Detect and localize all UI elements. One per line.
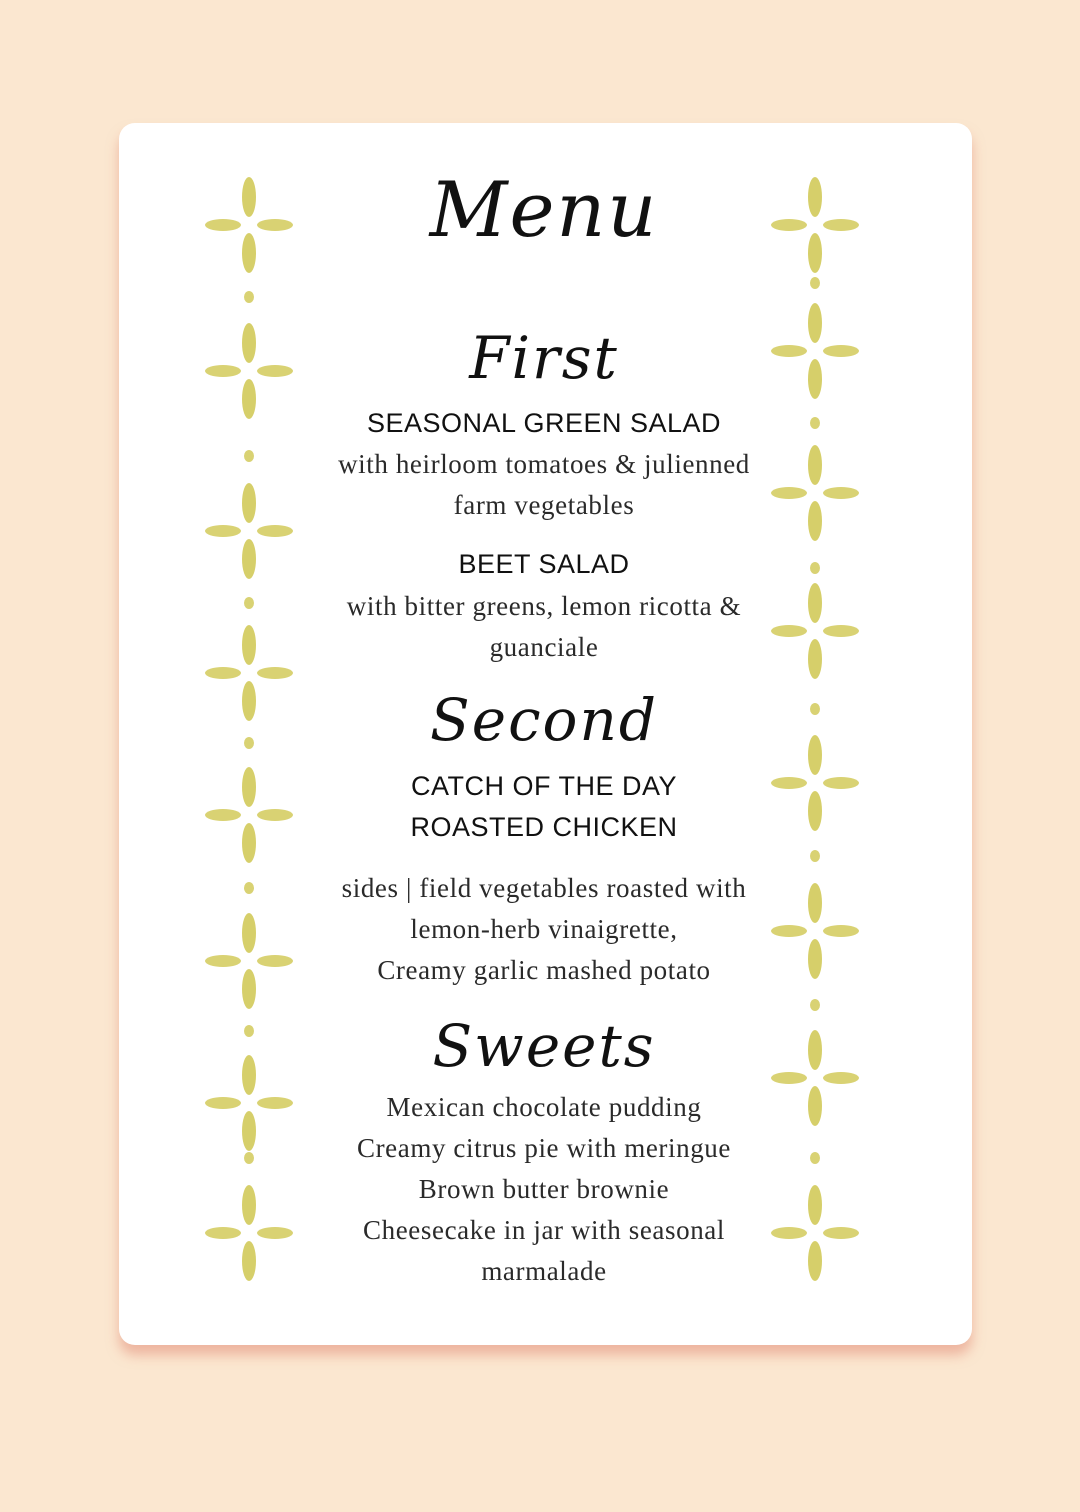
leaf-petal <box>823 925 859 937</box>
section-heading-sweets: Sweets <box>432 1012 656 1080</box>
leaf-petal <box>808 1030 822 1070</box>
leaf-petal <box>808 939 822 979</box>
leaf-petal <box>810 277 820 289</box>
leaf-petal <box>244 450 254 462</box>
dish-name: ROASTED CHICKEN <box>410 812 678 842</box>
leaf-petal <box>242 323 256 363</box>
dessert-item: Mexican chocolate pudding <box>386 1092 702 1122</box>
leaf-petal <box>257 219 293 231</box>
leaf-petal <box>808 303 822 343</box>
leaf-petal <box>808 1185 822 1225</box>
leaf-petal <box>244 291 254 303</box>
leaf-petal <box>205 809 241 821</box>
leaf-petal <box>257 809 293 821</box>
leaf-petal <box>808 1241 822 1281</box>
leaf-petal <box>823 777 859 789</box>
menu-title: Menu <box>429 165 659 254</box>
leaf-petal <box>242 767 256 807</box>
leaf-petal <box>205 525 241 537</box>
leaf-petal <box>257 365 293 377</box>
dessert-item: Cheesecake in jar with seasonal <box>363 1215 725 1245</box>
leaf-petal <box>242 625 256 665</box>
leaf-petal <box>242 1241 256 1281</box>
leaf-petal <box>242 233 256 273</box>
dish-description <box>289 444 799 526</box>
section-heading-second: Second <box>430 686 658 754</box>
dish-description <box>289 586 799 668</box>
leaf-petal <box>244 1025 254 1037</box>
main-course-list <box>289 766 799 848</box>
sides-description <box>289 868 799 991</box>
leaf-petal <box>808 233 822 273</box>
dish-name: SEASONAL GREEN SALAD <box>366 408 722 438</box>
leaf-petal <box>242 913 256 953</box>
leaf-petal <box>823 219 859 231</box>
leaf-petal <box>257 525 293 537</box>
leaf-petal <box>810 1152 820 1164</box>
leaf-petal <box>242 969 256 1009</box>
leaf-petal <box>808 359 822 399</box>
description-line: with heirloom tomatoes & julienned <box>338 449 750 479</box>
leaf-petal <box>244 597 254 609</box>
leaf-petal <box>244 882 254 894</box>
leaf-petal <box>808 791 822 831</box>
menu-card <box>119 123 972 1345</box>
description-line: lemon-herb vinaigrette, <box>410 914 678 944</box>
dessert-list <box>289 1087 799 1292</box>
leaf-petal <box>242 379 256 419</box>
leaf-petal <box>810 417 820 429</box>
leaf-petal <box>808 445 822 485</box>
leaf-petal <box>205 955 241 967</box>
leaf-petal <box>205 365 241 377</box>
leaf-petal <box>823 487 859 499</box>
leaf-petal <box>242 1055 256 1095</box>
leaf-petal <box>810 562 820 574</box>
leaf-petal <box>242 1111 256 1151</box>
leaf-petal <box>823 1227 859 1239</box>
leaf-petal <box>257 955 293 967</box>
leaf-petal <box>242 539 256 579</box>
leaf-petal <box>257 1097 293 1109</box>
leaf-petal <box>808 1086 822 1126</box>
leaf-petal <box>823 345 859 357</box>
leaf-petal <box>244 1152 254 1164</box>
leaf-petal <box>205 1097 241 1109</box>
leaf-petal <box>810 703 820 715</box>
leaf-petal <box>257 667 293 679</box>
leaf-petal <box>242 681 256 721</box>
dish-name: BEET SALAD <box>458 549 630 579</box>
dessert-item: Brown butter brownie <box>418 1174 670 1204</box>
leaf-petal <box>205 219 241 231</box>
leaf-petal <box>257 1227 293 1239</box>
leaf-petal <box>808 735 822 775</box>
leaf-petal <box>808 583 822 623</box>
description-line: farm vegetables <box>453 490 635 520</box>
dessert-item: marmalade <box>481 1256 607 1286</box>
leaf-petal <box>823 625 859 637</box>
description-line: sides | field vegetables roasted with <box>341 873 747 903</box>
leaf-petal <box>242 823 256 863</box>
description-line: with bitter greens, lemon ricotta & <box>346 591 742 621</box>
leaf-petal <box>244 737 254 749</box>
dessert-item: Creamy citrus pie with meringue <box>356 1133 731 1163</box>
leaf-petal <box>205 667 241 679</box>
description-line: guanciale <box>489 632 599 662</box>
leaf-petal <box>242 483 256 523</box>
leaf-petal <box>808 639 822 679</box>
leaf-petal <box>242 1185 256 1225</box>
menu-content <box>289 123 799 1345</box>
leaf-petal <box>808 883 822 923</box>
leaf-petal <box>810 850 820 862</box>
leaf-petal <box>242 177 256 217</box>
section-heading-first: First <box>469 324 619 392</box>
leaf-petal <box>808 177 822 217</box>
leaf-petal <box>810 999 820 1011</box>
leaf-petal <box>823 1072 859 1084</box>
description-line: Creamy garlic mashed potato <box>377 955 711 985</box>
leaf-petal <box>808 501 822 541</box>
leaf-petal <box>205 1227 241 1239</box>
dish-name: CATCH OF THE DAY <box>410 771 678 801</box>
